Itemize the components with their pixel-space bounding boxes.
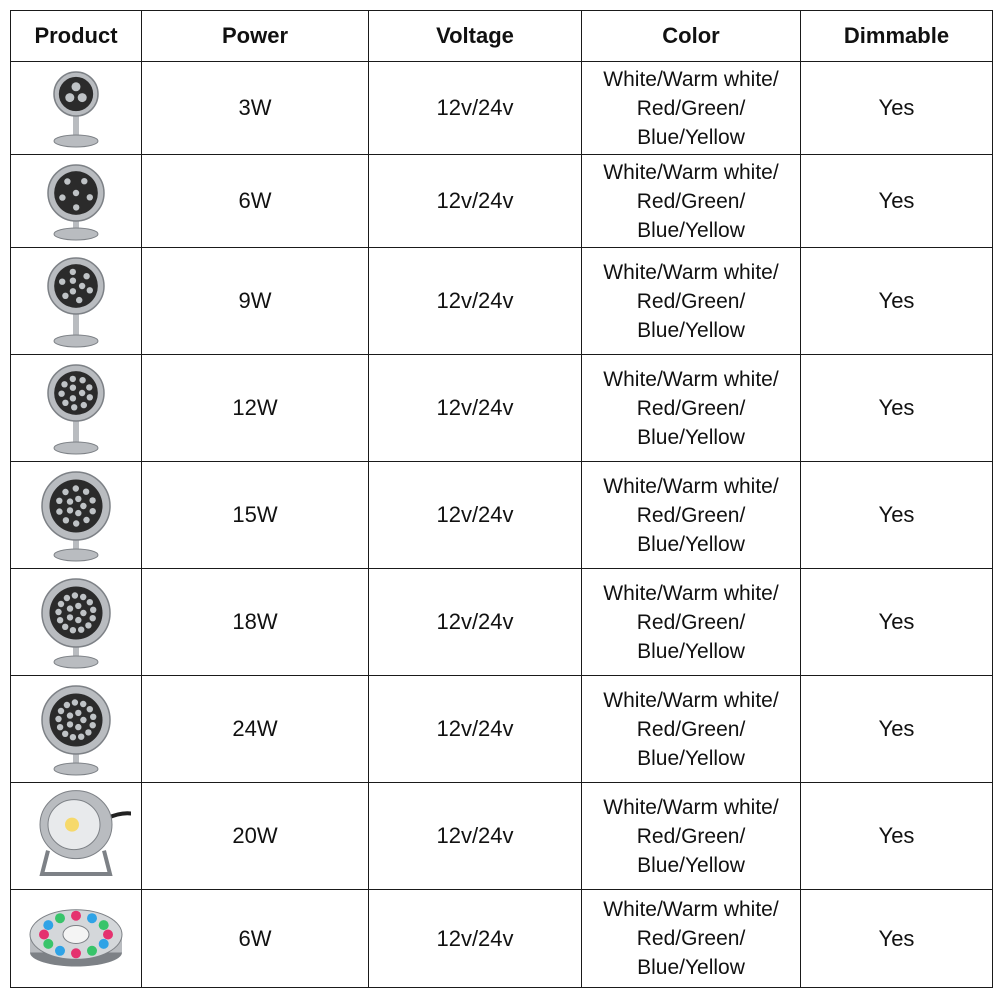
color-cell <box>582 62 801 155</box>
product-spec-table <box>10 10 993 988</box>
color-cell <box>582 462 801 569</box>
table-row <box>11 783 993 890</box>
table-row <box>11 62 993 155</box>
color-line: Red/Green/ <box>636 927 746 950</box>
product-image-cell <box>11 676 142 783</box>
voltage-cell: 12v/24v <box>369 783 582 890</box>
color-line: Blue/Yellow <box>637 639 745 663</box>
color-line: White/Warm white/ <box>603 367 779 391</box>
voltage-cell: 12v/24v <box>369 676 582 783</box>
dimmable-cell: Yes <box>801 890 993 988</box>
spotlight-9led-icon <box>21 252 131 351</box>
table-row <box>11 155 993 248</box>
color-line: White/Warm white/ <box>603 67 779 91</box>
color-line: Red/Green/ <box>636 610 746 634</box>
color-line: Red/Green/ <box>636 289 746 313</box>
color-line: Blue/Yellow <box>637 956 745 979</box>
voltage-cell: 12v/24v <box>369 62 582 155</box>
power-cell: 6W <box>142 155 369 248</box>
color-cell <box>582 890 801 988</box>
header-row <box>11 11 993 62</box>
table-row <box>11 676 993 783</box>
dimmable-cell: Yes <box>801 676 993 783</box>
color-line: White/Warm white/ <box>603 898 779 921</box>
product-image-cell <box>11 890 142 988</box>
dimmable-cell: Yes <box>801 462 993 569</box>
table-row <box>11 248 993 355</box>
voltage-cell: 12v/24v <box>369 155 582 248</box>
power-cell: 18W <box>142 569 369 676</box>
dimmable-cell: Yes <box>801 569 993 676</box>
power-cell: 24W <box>142 676 369 783</box>
color-line: Blue/Yellow <box>637 746 745 770</box>
color-line: Red/Green/ <box>636 824 746 848</box>
dimmable-cell: Yes <box>801 248 993 355</box>
color-line: Red/Green/ <box>636 717 746 741</box>
product-image-cell <box>11 355 142 462</box>
power-cell: 12W <box>142 355 369 462</box>
product-image-cell <box>11 569 142 676</box>
color-cell <box>582 569 801 676</box>
power-cell: 9W <box>142 248 369 355</box>
spotlight-12led-icon <box>21 359 131 458</box>
color-line: Red/Green/ <box>636 503 746 527</box>
color-line: White/Warm white/ <box>603 581 779 605</box>
power-cell: 3W <box>142 62 369 155</box>
product-image-cell <box>11 62 142 155</box>
header-voltage: Voltage <box>369 11 582 62</box>
header-dimmable: Dimmable <box>801 11 993 62</box>
color-cell <box>582 676 801 783</box>
product-image-cell <box>11 462 142 569</box>
voltage-cell: 12v/24v <box>369 355 582 462</box>
dimmable-cell: Yes <box>801 155 993 248</box>
spotlight-3led-icon <box>21 66 131 151</box>
voltage-cell: 12v/24v <box>369 462 582 569</box>
color-cell <box>582 783 801 890</box>
table-row <box>11 355 993 462</box>
spotlight-6led-icon <box>21 159 131 244</box>
color-line: Blue/Yellow <box>637 853 745 877</box>
color-line: White/Warm white/ <box>603 688 779 712</box>
power-cell: 20W <box>142 783 369 890</box>
table-row <box>11 569 993 676</box>
voltage-cell: 12v/24v <box>369 248 582 355</box>
color-line: Blue/Yellow <box>637 125 745 149</box>
cob-floodlight-icon <box>21 787 131 886</box>
color-cell <box>582 155 801 248</box>
color-line: White/Warm white/ <box>603 160 779 184</box>
color-line: Blue/Yellow <box>637 425 745 449</box>
voltage-cell: 12v/24v <box>369 569 582 676</box>
dimmable-cell: Yes <box>801 62 993 155</box>
power-cell: 15W <box>142 462 369 569</box>
color-line: Blue/Yellow <box>637 532 745 556</box>
product-image-cell <box>11 155 142 248</box>
color-line: Blue/Yellow <box>637 318 745 342</box>
color-line: Red/Green/ <box>636 396 746 420</box>
spotlight-15led-icon <box>21 466 131 565</box>
voltage-cell: 12v/24v <box>369 890 582 988</box>
color-line: White/Warm white/ <box>603 474 779 498</box>
header-color: Color <box>582 11 801 62</box>
product-image-cell <box>11 248 142 355</box>
dimmable-cell: Yes <box>801 355 993 462</box>
spotlight-18led-icon <box>21 573 131 672</box>
header-power: Power <box>142 11 369 62</box>
fountain-ring-rgb-icon <box>21 894 131 984</box>
color-line: White/Warm white/ <box>603 260 779 284</box>
color-cell <box>582 355 801 462</box>
power-cell: 6W <box>142 890 369 988</box>
color-line: Red/Green/ <box>636 96 746 120</box>
header-product: Product <box>11 11 142 62</box>
dimmable-cell: Yes <box>801 783 993 890</box>
table-row <box>11 462 993 569</box>
table-row <box>11 890 993 988</box>
product-image-cell <box>11 783 142 890</box>
color-cell <box>582 248 801 355</box>
color-line: Blue/Yellow <box>637 218 745 242</box>
spotlight-24led-icon <box>21 680 131 779</box>
color-line: White/Warm white/ <box>603 795 779 819</box>
color-line: Red/Green/ <box>636 189 746 213</box>
